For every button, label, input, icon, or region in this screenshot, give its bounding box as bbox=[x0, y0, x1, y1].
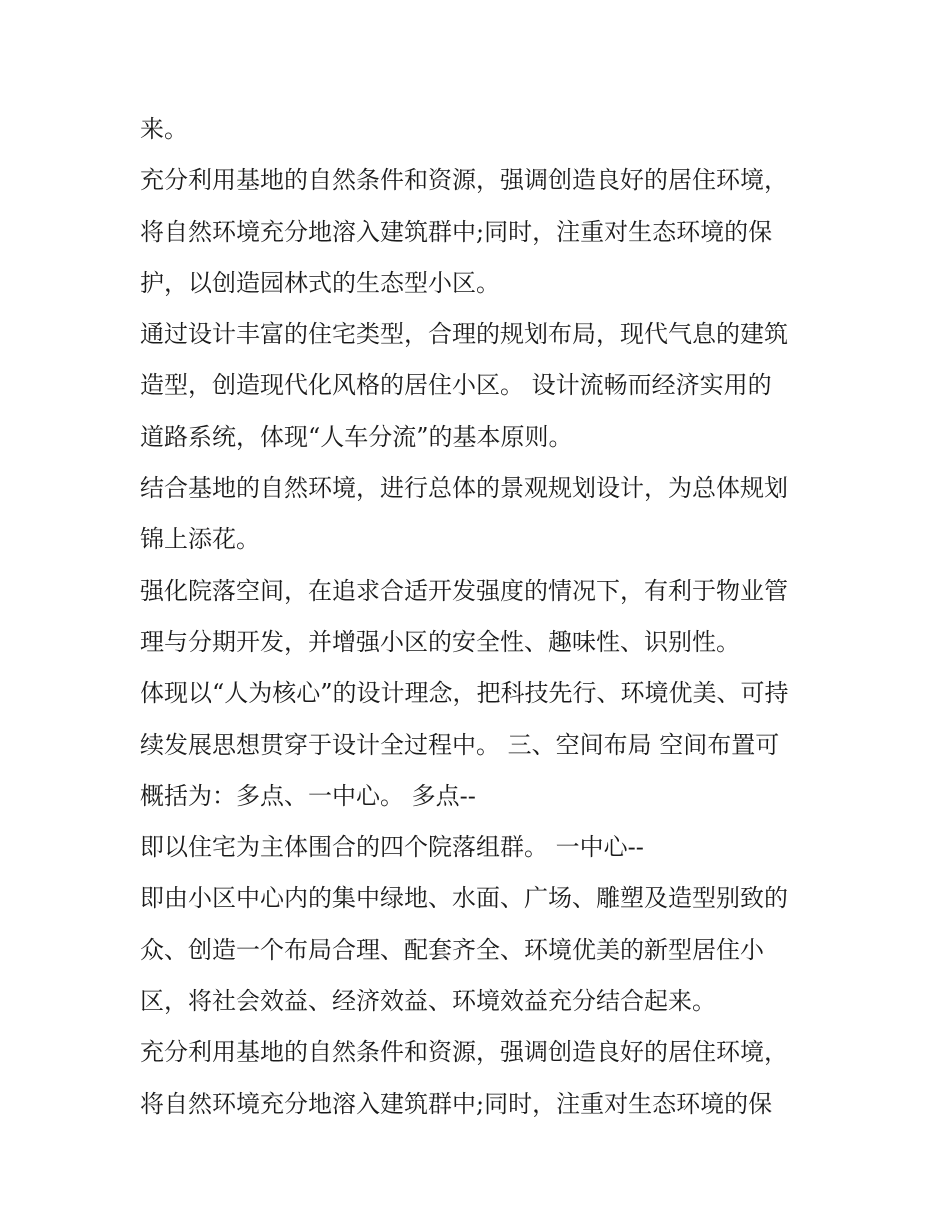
text-line: 续发展思想贯穿于设计全过程中。 三、空间布局 空间布置可 bbox=[140, 730, 780, 759]
text-line: 理与分期开发，并增强小区的安全性、趣味性、识别性。 bbox=[140, 627, 740, 656]
document-body bbox=[140, 104, 820, 1130]
text-line: 通过设计丰富的住宅类型，合理的规划布局，现代气息的建筑 bbox=[140, 320, 788, 349]
text-line: 充分利用基地的自然条件和资源，强调创造良好的居住环境， bbox=[140, 166, 788, 195]
text-line: 充分利用基地的自然条件和资源，强调创造良好的居住环境， bbox=[140, 1038, 788, 1067]
text-line: 道路系统，体现“人车分流”的基本原则。 bbox=[140, 422, 573, 451]
text-line: 众、创造一个布局合理、配套齐全、环境优美的新型居住小 bbox=[140, 935, 764, 964]
text-line: 来。 bbox=[140, 115, 188, 143]
text-line: 强化院落空间，在追求合适开发强度的情况下，有利于物业管 bbox=[140, 576, 788, 605]
text-line: 区，将社会效益、经济效益、环境效益充分结合起来。 bbox=[140, 987, 716, 1016]
text-line: 造型，创造现代化风格的居住小区。 设计流畅而经济实用的 bbox=[140, 371, 772, 400]
text-line: 将自然环境充分地溶入建筑群中;同时，注重对生态环境的保 bbox=[140, 1089, 773, 1118]
text-line: 护，以创造园林式的生态型小区。 bbox=[140, 268, 500, 297]
text-line: 将自然环境充分地溶入建筑群中;同时，注重对生态环境的保 bbox=[140, 217, 773, 246]
text-line: 即由小区中心内的集中绿地、水面、广场、雕塑及造型别致的 bbox=[140, 884, 788, 913]
text-line: 锦上添花。 bbox=[140, 525, 260, 554]
text-line: 体现以“人为核心”的设计理念，把科技先行、环境优美、可持 bbox=[140, 679, 789, 708]
text-line: 概括为：多点、一中心。 多点-- bbox=[140, 781, 476, 810]
text-line: 即以住宅为主体围合的四个院落组群。 一中心-- bbox=[140, 833, 644, 862]
text-line: 结合基地的自然环境，进行总体的景观规划设计，为总体规划 bbox=[140, 474, 788, 503]
